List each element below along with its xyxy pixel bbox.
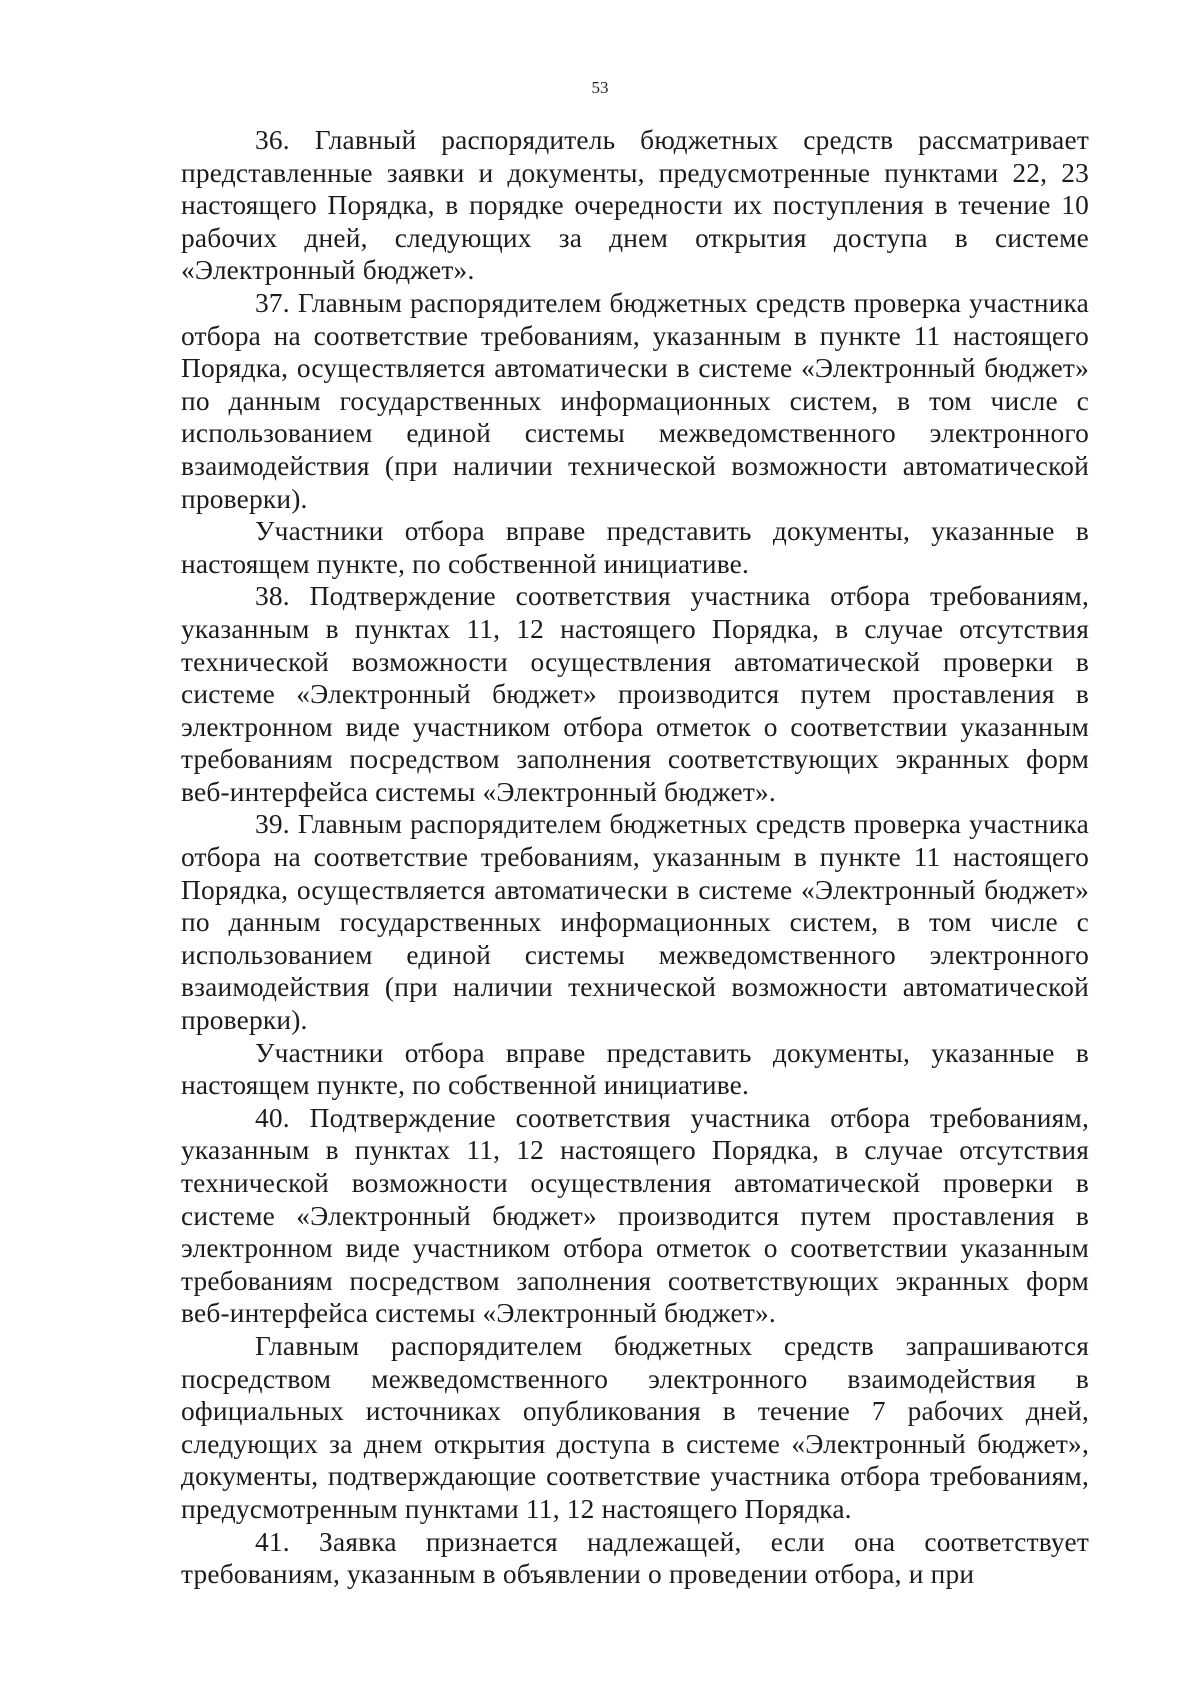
paragraph-39-note: Участники отбора вправе представить документы, указанные в настоящем пункте, по собственной инициативе. (181, 1037, 1089, 1101)
paragraph-39: 39. Главным распорядителем бюджетных средств проверка участника отбора на соответствие требованиям, указанным в пункте 11 настоящего Порядка, осуществляется автоматически в системе «Электронный бюджет» по данным государственных информационных систем, в том числе с использованием единой системы межведомственного электронного взаимодействия (при наличии технической возможности автоматической проверки). (181, 809, 1089, 1036)
paragraph-36: 36. Главный распорядитель бюджетных средств рассматривает представленные заявки и документы, предусмотренные пунктами 22, 23 настоящего Порядка, в порядке очередности их поступления в течение 10 рабочих дней, следующих за днем открытия доступа в системе «Электронный бюджет». (181, 125, 1089, 286)
paragraph-38: 38. Подтверждение соответствия участника отбора требованиям, указанным в пунктах 11, 12 настоящего Порядка, в случае отсутствия технической возможности осуществления автоматической проверки в системе «Электронный бюджет» производится путем проставления в электронном виде участником отбора отметок о соответствии указанным требованиям посредством заполнения соответствующих экранных форм веб-интерфейса системы «Электронный бюджет». (181, 581, 1089, 807)
document-body (181, 124, 1089, 1591)
paragraph-41: 41. Заявка признается надлежащей, если она соответствует требованиям, указанным в объявлении о проведении отбора, и при (181, 1526, 1089, 1590)
paragraph-37: 37. Главным распорядителем бюджетных средств проверка участника отбора на соответствие требованиям, указанным в пункте 11 настоящего Порядка, осуществляется автоматически в системе «Электронный бюджет» по данным государственных информационных систем, в том числе с использованием единой системы межведомственного электронного взаимодействия (при наличии технической возможности автоматической проверки). (181, 287, 1089, 514)
paragraph-40-requests: Главным распорядителем бюджетных средств запрашиваются посредством межведомственного электронного взаимодействия в официальных источниках опубликования в течение 7 рабочих дней, следующих за днем открытия доступа в системе «Электронный бюджет», документы, подтверждающие соответствие участника отбора требованиям, предусмотренным пунктами 11, 12 настоящего Порядка. (181, 1330, 1089, 1524)
paragraph-40: 40. Подтверждение соответствия участника отбора требованиям, указанным в пунктах 11, 12 настоящего Порядка, в случае отсутствия технической возможности осуществления автоматической проверки в системе «Электронный бюджет» производится путем проставления в электронном виде участником отбора отметок о соответствии указанным требованиям посредством заполнения соответствующих экранных форм веб-интерфейса системы «Электронный бюджет». (181, 1102, 1089, 1329)
page-number: 53 (591, 78, 609, 97)
paragraph-37-note: Участники отбора вправе представить документы, указанные в настоящем пункте, по собственной инициативе. (181, 516, 1089, 579)
